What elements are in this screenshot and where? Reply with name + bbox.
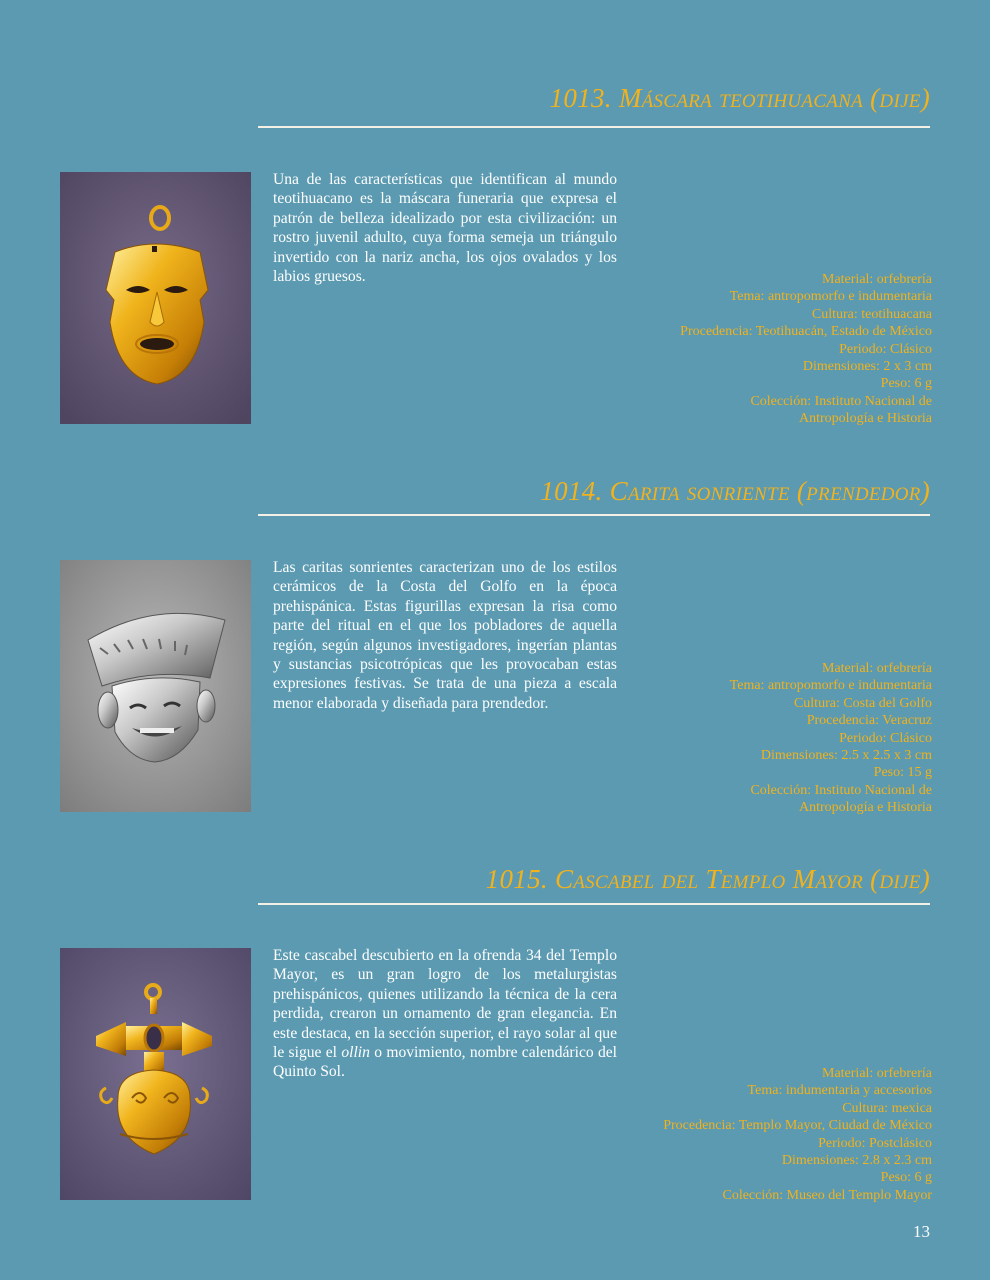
page-number: 13 (913, 1222, 930, 1241)
entry-title: 1015. Cascabel del Templo Mayor (dije) (485, 864, 930, 894)
mask-pendant-photo (60, 172, 251, 424)
meta-peso: Peso: 6 g (880, 1170, 932, 1186)
description-text: Este cascabel descubierto en la ofrenda 34 del Templo Mayor, es un gran logro de los metalurgistas prehispánicos, quienes utilizando la técnica de la cera perdida, crearon un ornamento de gran elegancia. En este destaca, en la sección superior, el rayo solar al que le sigue el (273, 947, 617, 1062)
entry-metadata (572, 1065, 932, 1204)
meta-procedencia: Procedencia: Teotihuacán, Estado de México (680, 324, 932, 340)
meta-periodo: Periodo: Clásico (839, 730, 932, 746)
meta-periodo: Periodo: Clásico (839, 341, 932, 357)
entry-title: 1014. Carita sonriente (prendedor) (540, 476, 930, 506)
title-divider (258, 903, 930, 905)
meta-coleccion-cont: Antropología e Historia (799, 800, 932, 816)
meta-dimensiones: Dimensiones: 2 x 3 cm (802, 359, 932, 375)
entry-metadata (572, 271, 932, 428)
meta-coleccion-cont: Antropología e Historia (799, 411, 932, 427)
meta-coleccion: Colección: Instituto Nacional de (750, 393, 932, 409)
meta-peso: Peso: 15 g (873, 765, 932, 781)
entry-description: Las caritas sonrientes caracterizan uno de los estilos cerámicos de la Costa del Golfo en la época prehispánica. Estas figurillas expresan la risa como parte del ritual en el que los pobladores de aquella región, según algunos investigadores, ingerían plantas y sustancias psicotrópicas que les provocaban estas expresiones festivas. Se trata de una pieza a escala menor elaborada y diseñada para prendedor. (273, 559, 617, 712)
meta-coleccion: Colección: Instituto Nacional de (750, 782, 932, 798)
meta-coleccion: Colección: Museo del Templo Mayor (722, 1187, 932, 1203)
title-divider (258, 126, 930, 128)
title-divider (258, 514, 930, 516)
meta-cultura: Cultura: Costa del Golfo (793, 695, 932, 711)
entry-title: 1013. Máscara teotihuacana (dije) (549, 83, 930, 113)
smiling-face-brooch-photo (60, 560, 251, 812)
meta-peso: Peso: 6 g (880, 376, 932, 392)
meta-material: Material: orfebrería (822, 272, 932, 287)
meta-material: Material: orfebrería (822, 661, 932, 676)
meta-procedencia: Procedencia: Veracruz (806, 713, 932, 729)
meta-tema: Tema: indumentaria y accesorios (747, 1083, 932, 1099)
meta-tema: Tema: antropomorfo e indumentaria (729, 289, 932, 305)
meta-dimensiones: Dimensiones: 2.5 x 2.5 x 3 cm (760, 748, 932, 764)
meta-periodo: Periodo: Postclásico (818, 1135, 932, 1151)
description-italic-term: ollin (341, 1044, 370, 1062)
templo-mayor-bell-photo (60, 948, 251, 1200)
description-text-end: o movimiento, nombre calendárico del Quinto Sol. (273, 1044, 618, 1081)
entry-description (273, 946, 617, 1082)
meta-tema: Tema: antropomorfo e indumentaria (729, 678, 932, 694)
meta-cultura: Cultura: mexica (842, 1100, 932, 1116)
meta-cultura: Cultura: teotihuacana (811, 306, 932, 322)
entry-metadata (572, 660, 932, 817)
entry-description: Una de las características que identifican al mundo teotihuacano es la máscara funeraria que expresa el patrón de belleza idealizado por esta civilización: un rostro juvenil adulto, cuya forma semeja un triángulo invertido con la nariz ancha, los ojos ovalados y los labios gruesos. (273, 171, 617, 286)
meta-dimensiones: Dimensiones: 2.8 x 2.3 cm (781, 1153, 932, 1169)
meta-material: Material: orfebrería (822, 1066, 932, 1081)
meta-procedencia: Procedencia: Templo Mayor, Ciudad de México (663, 1118, 932, 1134)
